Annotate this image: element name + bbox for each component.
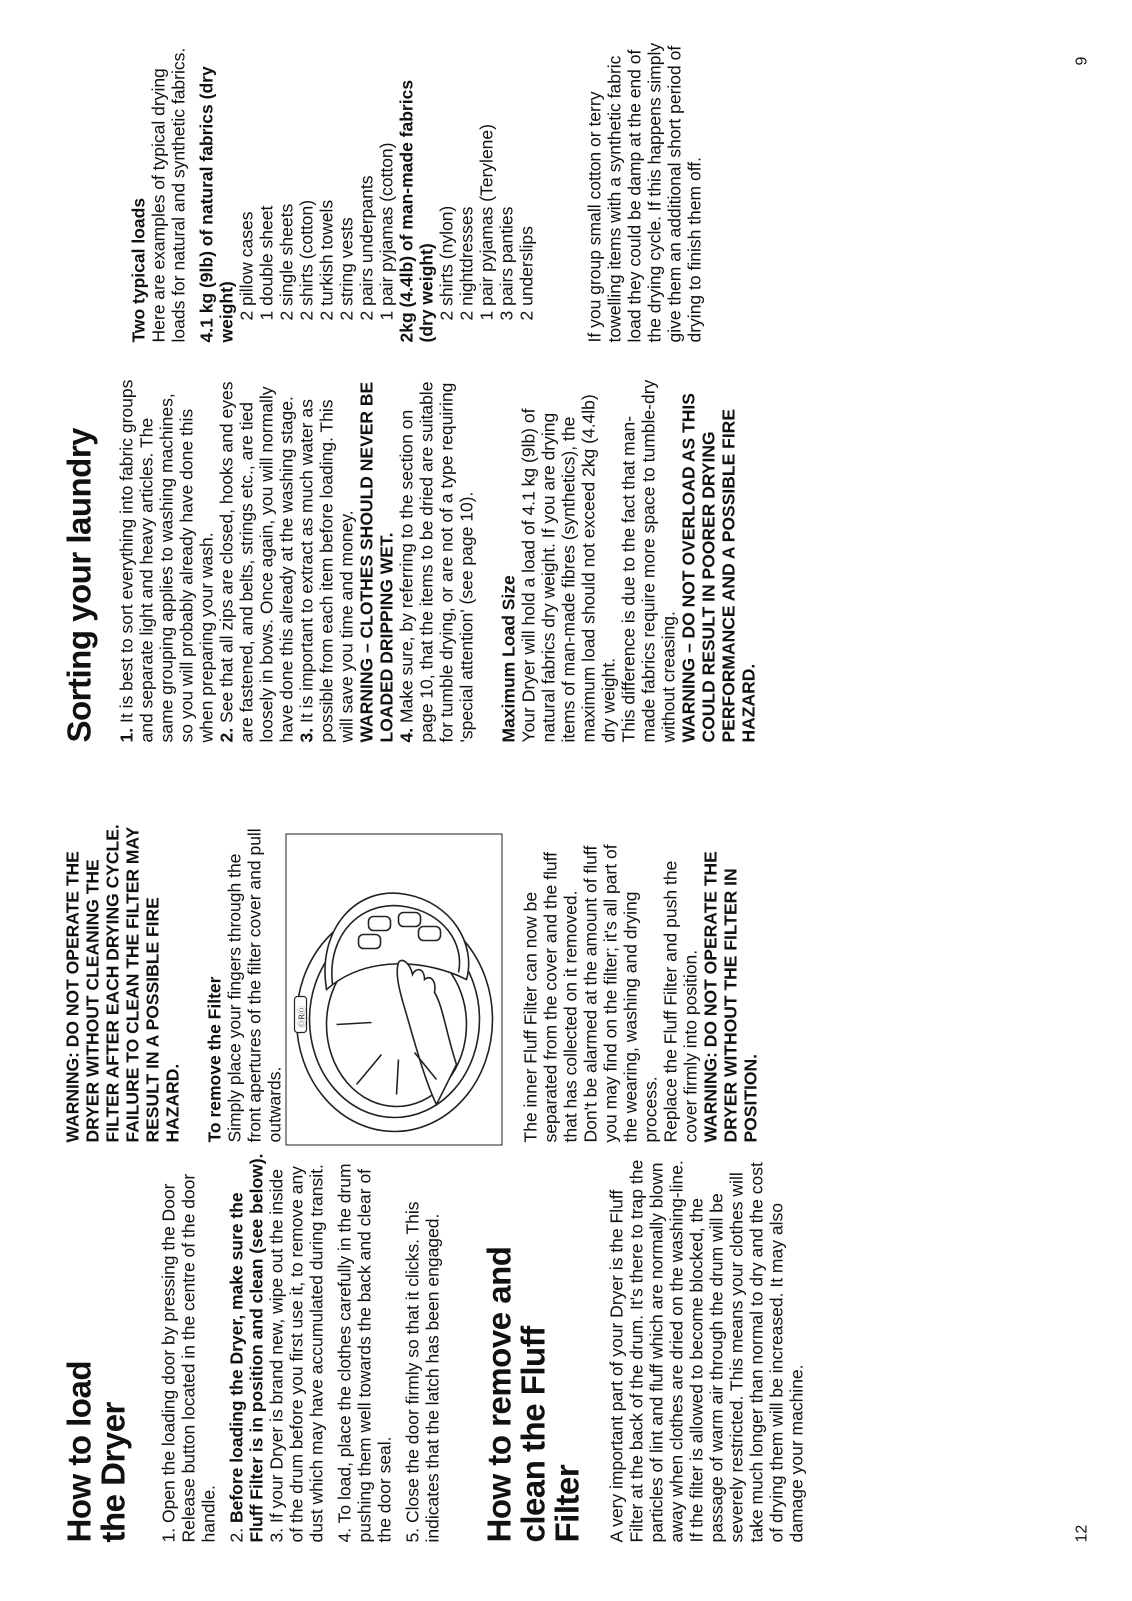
illustration-label: ⓄRⓄ <box>297 1005 307 1028</box>
manmade-load-heading: 2kg (4.4lb) of man-made fabrics (dry weight) <box>396 79 437 343</box>
list-item: 2 single sheets <box>276 203 297 321</box>
load-step-4: 4. To load, place the clothes carefully in the drum pushing them well towards the back and clear of the door seal. <box>334 1163 395 1543</box>
list-item: 2 nightdresses <box>456 206 477 321</box>
filter-warning-position: WARNING: DO NOT OPERATE THE DRYER WITHOUT THE FILTER IN POSITION. <box>700 851 761 1143</box>
manmade-load-list <box>437 43 537 343</box>
load-step-2-text: Before loading the Dryer, make sure the Fluff Filter is in position and clean (see below). <box>226 1153 267 1543</box>
remove-filter-heading: To remove the Filter <box>204 976 225 1143</box>
sorting-point-1-number: 1. <box>116 727 137 743</box>
column-loads <box>129 43 705 343</box>
column-load <box>60 1153 807 1543</box>
sorting-point-3-number: 3. <box>296 727 317 743</box>
manual-spread <box>1 0 1132 1601</box>
max-load-heading: Maximum Load Size <box>498 575 519 743</box>
list-item: 2 pillow cases <box>236 211 257 321</box>
filter-alarm-text: Don't be alarmed at the amount of fluff you may find on the filter; it's all part of the wearing, washing and drying process. <box>580 844 661 1143</box>
list-item: 3 pairs panties <box>496 206 517 321</box>
sorting-point-2-text: See that all zips are closed, hooks and eyes are fastened, and belts, strings etc., are tied loosely in bows. Once again, you will normally have done this already at the washing stage. <box>216 381 297 743</box>
column-sorting <box>60 373 759 743</box>
filter-blocked: If the filter is allowed to become blocked, the passage of warm air through the drum will be severely restricted. This means your clothes will take much longer than normal to dry and the cost of drying them will be increased. It may also damage your machine. <box>686 1162 807 1543</box>
typical-loads-intro: Here are examples of typical drying loads for natural and synthetic fabrics. <box>148 47 189 343</box>
list-item: 1 pair pyjamas (Terylene) <box>476 124 497 321</box>
sorting-point-4-number: 4. <box>396 727 417 743</box>
filter-replace-text: Replace the Fluff Filter and push the cover firmly into position. <box>660 860 701 1143</box>
filter-inner-text: The inner Fluff Filter can now be separated from the cover and the fluff that has collected on it removed. <box>520 851 581 1143</box>
filter-intro: A very important part of your Dryer is the Fluff Filter at the back of the drum. It's there to trap the particles of lint and fluff which are normally blown away when clothes are dried on the washing-line. <box>606 1159 687 1543</box>
section-title-filter: How to remove and clean the Fluff Filter <box>480 1246 586 1543</box>
page-number-right: 9 <box>1073 56 1091 66</box>
filter-illustration <box>286 834 503 1146</box>
list-item: 2 turkish towels <box>316 199 337 321</box>
list-item: 2 shirts (cotton) <box>296 199 317 321</box>
warning-overload: WARNING – DO NOT OVERLOAD AS THIS COULD RESULT IN POORER DRYING PERFORMANCE AND A POSSIBLE FIRE HAZARD. <box>678 393 759 743</box>
load-step-2-number: 2. <box>226 1527 247 1543</box>
max-load-difference: This difference is due to the fact that man-made fabrics require more space to tumble-dry without creasing. <box>618 379 679 743</box>
typical-loads-heading: Two typical loads <box>128 197 149 343</box>
warning-dripping-wet: WARNING – CLOTHES SHOULD NEVER BE LOADED DRIPPING WET. <box>356 381 397 743</box>
list-item: 2 string vests <box>336 217 357 321</box>
load-step-1: 1. Open the loading door by pressing the Door Release button located in the centre of the door handle. <box>158 1173 219 1543</box>
hand-shape <box>397 960 456 1104</box>
remove-filter-text: Simply place your fingers through the front apertures of the filter cover and pull outwards. <box>224 828 285 1143</box>
column-filter-lower <box>521 823 761 1143</box>
sorting-point-4-text: Make sure, by referring to the section on page 10, that the items to be dried are suitable for tumble drying, or are not of a type requiring 'special attention' (see page 10). <box>396 381 477 743</box>
column-filter <box>63 823 285 1143</box>
page-number-left: 12 <box>1073 1524 1091 1543</box>
section-title-load: How to load the Dryer <box>60 1361 132 1543</box>
filter-warning-clean: WARNING: DO NOT OPERATE THE DRYER WITHOUT CLEANING THE FILTER AFTER EACH DRYING CYCLE. FAILURE TO CLEAN THE FILTER MAY RESULT IN A POSSIBLE FIRE HAZARD. <box>62 824 183 1143</box>
natural-load-list <box>237 43 397 343</box>
load-step-2 <box>227 1153 267 1543</box>
list-item: 2 underslips <box>516 226 537 321</box>
list-item: 2 pairs underpants <box>356 175 377 321</box>
sorting-point-1 <box>117 373 217 743</box>
sorting-point-4 <box>397 373 477 743</box>
natural-load-heading: 4.1 kg (9lb) of natural fabrics (dry weight) <box>196 66 237 343</box>
sorting-point-2 <box>217 373 297 743</box>
list-item: 1 pair pyjamas (cotton) <box>376 142 397 321</box>
sorting-point-2-number: 2. <box>216 727 237 743</box>
list-item: 1 double sheet <box>256 205 277 321</box>
max-load-text: Your Dryer will hold a load of 4.1 kg (9lb) of natural fabrics dry weight. If you are drying items of man-made fibres (synthetics), the maximum load should not exceed 2kg (4.4lb) dry weight. <box>518 394 619 743</box>
sorting-point-1-text: It is best to sort everything into fabric groups and separate light and heavy articles. The same grouping applies to washing machines, so you will probably already have done this when preparing your wash. <box>116 379 217 743</box>
load-step-3: 3. If your Dryer is brand new, wipe out the inside of the drum before you first use it, to remove any dust which may have accumulated during transit. <box>266 1164 327 1543</box>
load-step-5: 5. Close the door firmly so that it clicks. This indicates that the latch has been engaged. <box>402 1201 443 1543</box>
section-title-sorting: Sorting your laundry <box>60 427 98 743</box>
sorting-point-3-text: It is important to extract as much water as possible from each item before loading. This will save you time and money. <box>296 399 357 743</box>
sorting-point-3 <box>297 373 357 743</box>
list-item: 2 shirts (nylon) <box>436 205 457 321</box>
typical-loads-note: If you group small cotton or terry towelling items with a synthetic fabric load they could be damp at the end of the drying cycle. If this happens simply give them an additional short period of drying to finish them off. <box>584 42 705 343</box>
